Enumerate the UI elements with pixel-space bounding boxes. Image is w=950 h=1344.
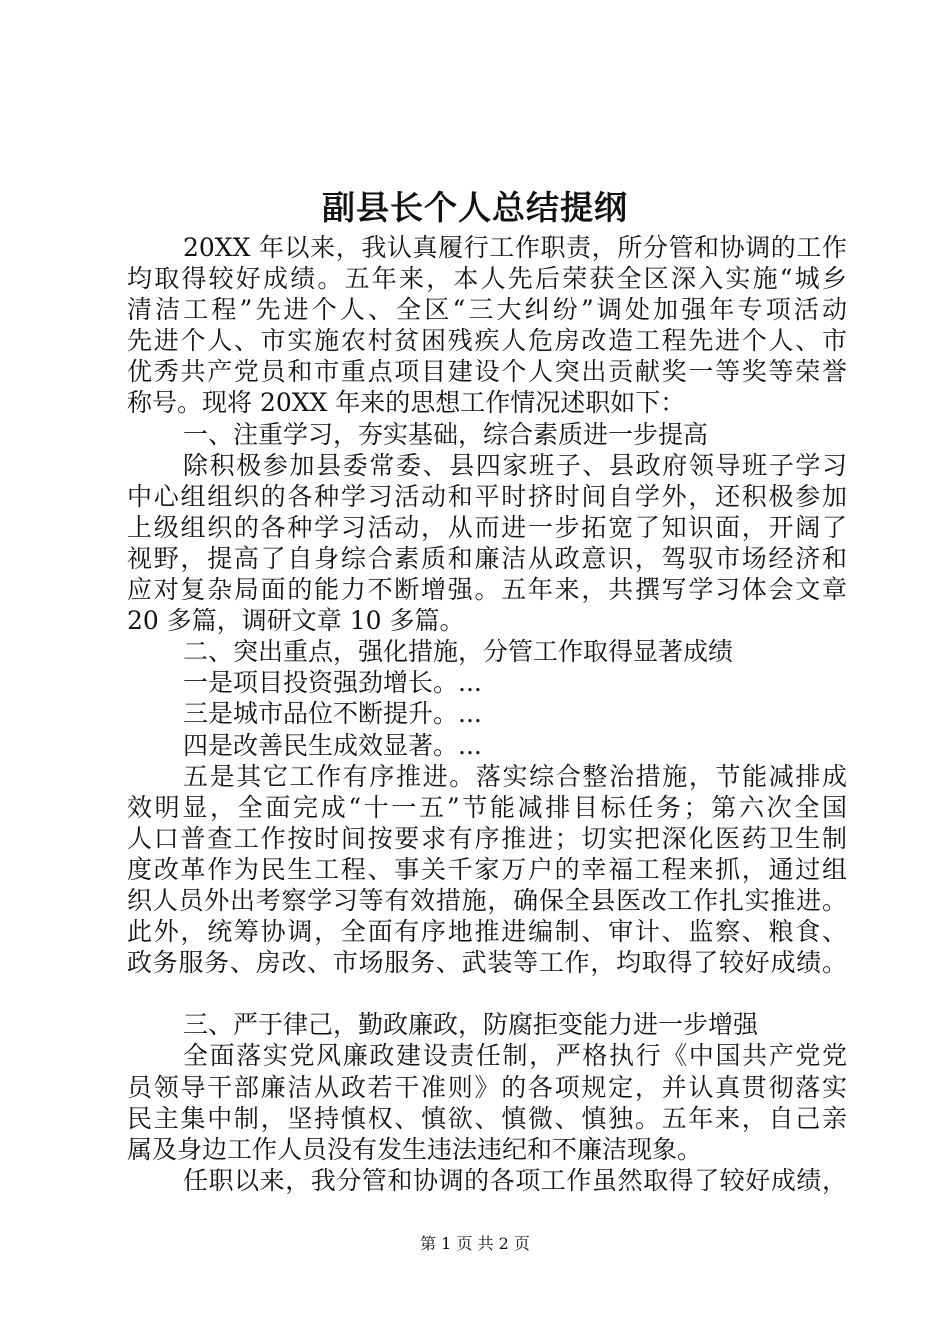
document-body xyxy=(127,232,847,1196)
paragraph-line: 人口普查工作按时间按要求有序推进；切实把深化医药卫生制 xyxy=(127,823,847,853)
paragraph-line: 属及身边工作人员没有发生违法违纪和不廉洁现象。 xyxy=(127,1134,703,1164)
paragraph-line: 员领导干部廉洁从政若干准则》的各项规定，并认真贯彻落实 xyxy=(127,1072,847,1102)
paragraph-line: 任职以来，我分管和协调的各项工作虽然取得了较好成绩， xyxy=(183,1165,847,1195)
paragraph-line: 20 多篇，调研文章 10 多篇。 xyxy=(127,606,465,636)
paragraph-line: 中心组组织的各种学习活动和平时挤时间自学外，还积极参加 xyxy=(127,481,847,511)
paragraph-line: 优秀共产党员和市重点项目建设个人突出贡献奖一等奖等荣誉 xyxy=(127,357,847,387)
paragraph-line: 均取得较好成绩。五年来，本人先后荣获全区深入实施“城乡 xyxy=(127,264,847,294)
paragraph-line: 清洁工程”先进个人、全区“三大纠纷”调处加强年专项活动 xyxy=(127,295,847,325)
paragraph-line: 上级组织的各种学习活动，从而进一步拓宽了知识面，开阔了 xyxy=(127,512,847,542)
paragraph-line: 五是其它工作有序推进。落实综合整治措施，节能减排成 xyxy=(183,761,847,791)
section-heading: 二、突出重点，强化措施，分管工作取得显著成绩 xyxy=(183,637,734,667)
paragraph-line: 先进个人、市实施农村贫困残疾人危房改造工程先进个人、市 xyxy=(127,326,847,356)
page-footer: 第 1 页 共 2 页 xyxy=(420,1234,530,1253)
paragraph-line: 效明显，全面完成“十一五”节能减排目标任务；第六次全国 xyxy=(127,792,847,822)
paragraph-line: 织人员外出考察学习等有效措施，确保全县医改工作扎实推进。 xyxy=(127,885,847,915)
section-heading: 三、严于律己，勤政廉政，防腐拒变能力进一步增强 xyxy=(183,1010,759,1040)
paragraph-line: 一是项目投资强劲增长。... xyxy=(183,668,482,698)
paragraph-line: 20XX 年以来，我认真履行工作职责，所分管和协调的工作 xyxy=(183,233,847,262)
paragraph-line: 应对复杂局面的能力不断增强。五年来，共撰写学习体会文章 xyxy=(127,575,847,605)
paragraph-line: 此外，统筹协调，全面有序地推进编制、审计、监察、粮食、 xyxy=(127,917,847,947)
paragraph-line: 四是改善民生成效显著。... xyxy=(183,730,482,760)
paragraph-line: 除积极参加县委常委、县四家班子、县政府领导班子学习 xyxy=(183,450,847,480)
section-heading: 一、注重学习，夯实基础，综合素质进一步提高 xyxy=(183,419,709,449)
paragraph-line: 称号。现将 20XX 年来的思想工作情况述职如下： xyxy=(127,388,686,418)
blank-line xyxy=(127,978,847,1009)
document-title: 副县长个人总结提纲 xyxy=(322,188,628,227)
paragraph-line: 政务服务、房改、市场服务、武装等工作，均取得了较好成绩。 xyxy=(127,948,847,978)
paragraph-line: 视野，提高了自身综合素质和廉洁从政意识，驾驭市场经济和 xyxy=(127,543,847,573)
paragraph-line: 民主集中制，坚持慎权、慎欲、慎微、慎独。五年来，自己亲 xyxy=(127,1103,847,1133)
paragraph-line: 全面落实党风廉政建设责任制，严格执行《中国共产党党 xyxy=(183,1041,847,1071)
paragraph-line: 三是城市品位不断提升。... xyxy=(183,699,482,729)
paragraph-line: 度改革作为民生工程、事关千家万户的幸福工程来抓，通过组 xyxy=(127,854,847,884)
